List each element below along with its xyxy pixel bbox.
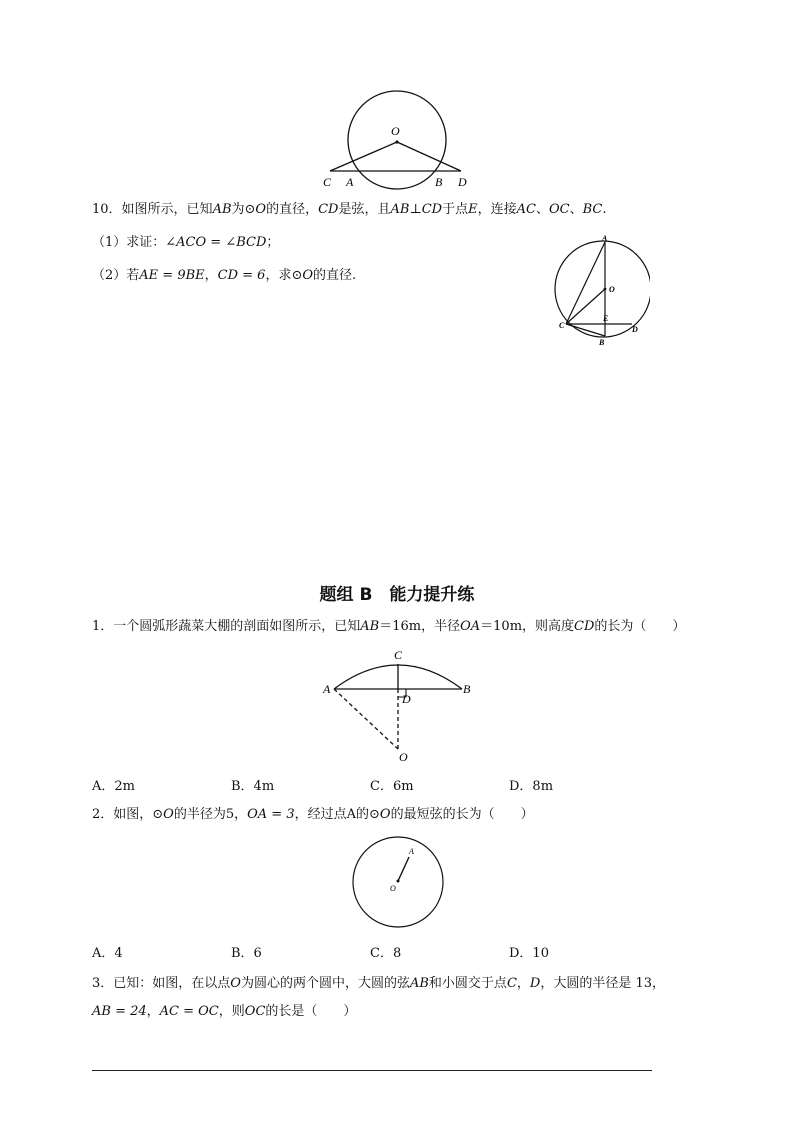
label-o: O	[390, 884, 396, 893]
label-e: E	[603, 314, 609, 323]
label-b: B	[435, 175, 443, 189]
figure-circle-secant	[318, 90, 478, 190]
label-c: C	[559, 321, 565, 330]
label-a: A	[409, 847, 414, 856]
label-b: B	[599, 338, 605, 347]
label-b: B	[463, 682, 471, 696]
label-o: O	[399, 750, 408, 763]
question-2-option-a[interactable]: A．4	[92, 946, 123, 961]
label-c: C	[394, 648, 403, 662]
segment-od	[397, 142, 461, 171]
label-d: D	[402, 692, 411, 706]
question-1-option-c[interactable]: C．6m	[370, 779, 414, 794]
segment-ac	[566, 242, 605, 324]
segment-ao	[334, 689, 398, 749]
label-o: O	[609, 285, 615, 294]
circle-o	[348, 91, 446, 189]
center-point	[397, 880, 400, 883]
question-3-stem-line-2: AB = 24，AC = OC，则OC的长是（ ）	[92, 1004, 357, 1019]
question-3-stem-line-1: 3．已知：如图，在以点O为圆心的两个圆中，大圆的弦AB和小圆交于点C，D，大圆的半径是 13，	[92, 976, 666, 991]
section-title: 题组 B 能力提升练	[319, 585, 475, 605]
label-a: A	[346, 175, 354, 189]
figure-q10-circle	[550, 232, 650, 347]
question-2-option-c[interactable]: C．8	[370, 946, 402, 961]
question-1-option-a[interactable]: A．2m	[92, 779, 135, 794]
question-1-stem: 1．一个圆弧形蔬菜大棚的剖面如图所示，已知AB＝16m，半径OA＝10m，则高度CD的长为（ ）	[92, 619, 686, 634]
question-10-part-1: （1）求证：∠ACO = ∠BCD；	[92, 235, 280, 250]
label-d: D	[632, 325, 638, 334]
label-a: A	[602, 234, 608, 243]
question-10-stem: 10．如图所示，已知AB为⊙O的直径，CD是弦，且AB⊥CD于点E，连接AC、OC、BC.	[92, 202, 607, 217]
question-2-option-b[interactable]: B．6	[231, 946, 262, 961]
question-2-stem: 2．如图，⊙O的半径为5，OA = 3，经过点A的⊙O的最短弦的长为（ ）	[92, 807, 534, 822]
segment-oc	[566, 289, 605, 324]
question-1-option-b[interactable]: B．4m	[231, 779, 275, 794]
label-o: O	[391, 124, 400, 138]
figure-q2-circle	[350, 834, 446, 930]
center-point	[395, 140, 398, 143]
center-point	[604, 288, 607, 291]
segment-oc	[330, 142, 397, 171]
label-c: C	[323, 175, 332, 189]
figure-q1-arc	[318, 645, 478, 763]
label-d: D	[458, 175, 467, 189]
question-1-option-d[interactable]: D．8m	[509, 779, 554, 794]
footer-rule	[92, 1070, 652, 1071]
question-number: 10．	[92, 202, 122, 217]
label-a: A	[323, 682, 331, 696]
question-2-option-d[interactable]: D．10	[509, 946, 549, 961]
segment-oa	[398, 857, 409, 881]
question-10-part-2: （2）若AE = 9BE，CD = 6，求⊙O的直径.	[92, 268, 357, 283]
